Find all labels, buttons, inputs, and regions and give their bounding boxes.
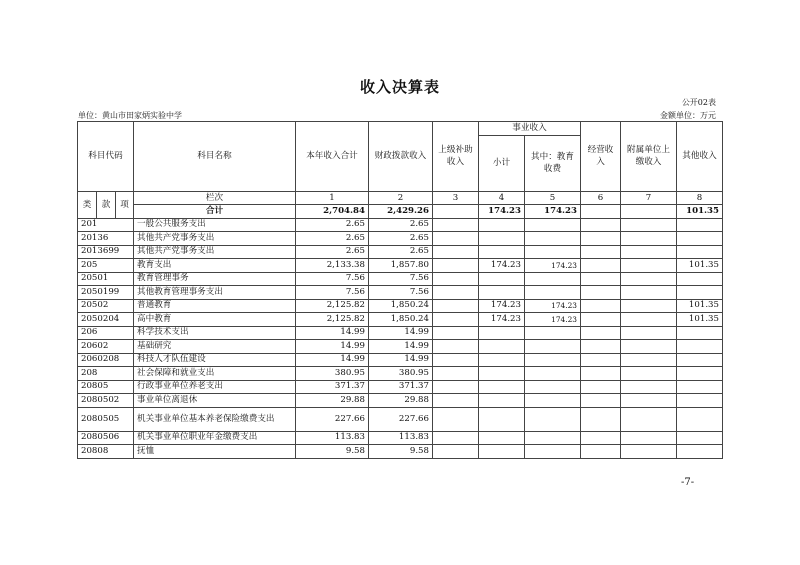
row-business: 174.23: [479, 259, 525, 273]
row-fiscal: 14.99: [369, 326, 433, 340]
row-edu-fee: [525, 367, 581, 381]
row-affiliated: [621, 431, 677, 445]
table-row: [78, 272, 723, 286]
row-name: 机关事业单位基本养老保险缴费支出: [134, 407, 296, 431]
row-operating: [581, 286, 621, 300]
row-affiliated: [621, 340, 677, 354]
row-superior: [433, 353, 479, 367]
table-row: [78, 245, 723, 259]
row-superior: [433, 326, 479, 340]
table-row: [78, 313, 723, 327]
row-code: 205: [78, 259, 134, 273]
row-affiliated: [621, 218, 677, 232]
row-name: 其他共产党事务支出: [134, 232, 296, 246]
total-other: 101.35: [677, 205, 723, 219]
header-name: 科目名称: [134, 122, 296, 192]
row-edu-fee: [525, 326, 581, 340]
row-fiscal: 9.58: [369, 445, 433, 459]
header-kuan: 款: [97, 191, 116, 218]
row-affiliated: [621, 394, 677, 408]
row-fiscal: 380.95: [369, 367, 433, 381]
total-total: 2,704.84: [296, 205, 369, 219]
row-total: 2.65: [296, 232, 369, 246]
row-superior: [433, 367, 479, 381]
table-row: [78, 394, 723, 408]
row-superior: [433, 218, 479, 232]
table-row: [78, 445, 723, 459]
row-operating: [581, 407, 621, 431]
row-other: 101.35: [677, 313, 723, 327]
col-number: 3: [433, 191, 479, 205]
unit-label: 单位：黄山市田家炳实验中学: [78, 111, 182, 120]
row-business: [479, 326, 525, 340]
row-total: 2,125.82: [296, 299, 369, 313]
row-edu-fee: [525, 232, 581, 246]
row-affiliated: [621, 353, 677, 367]
table-row: [78, 286, 723, 300]
row-name: 教育管理事务: [134, 272, 296, 286]
row-name: 社会保障和就业支出: [134, 367, 296, 381]
row-other: [677, 380, 723, 394]
col-number: 4: [479, 191, 525, 205]
row-fiscal: 2.65: [369, 232, 433, 246]
row-edu-fee: [525, 431, 581, 445]
row-code: 2050199: [78, 286, 134, 300]
table-row: [78, 367, 723, 381]
total-fiscal: 2,429.26: [369, 205, 433, 219]
col-number: 2: [369, 191, 433, 205]
row-total: 2,125.82: [296, 313, 369, 327]
row-operating: [581, 299, 621, 313]
row-name: 机关事业单位职业年金缴费支出: [134, 431, 296, 445]
row-fiscal: 1,857.80: [369, 259, 433, 273]
row-other: [677, 445, 723, 459]
row-total: 227.66: [296, 407, 369, 431]
row-affiliated: [621, 407, 677, 431]
row-fiscal: 371.37: [369, 380, 433, 394]
row-code: 206: [78, 326, 134, 340]
header-subtotal: 小计: [479, 135, 525, 191]
table-row: [78, 431, 723, 445]
row-operating: [581, 326, 621, 340]
row-code: 20501: [78, 272, 134, 286]
row-affiliated: [621, 299, 677, 313]
row-operating: [581, 394, 621, 408]
row-code: 2050204: [78, 313, 134, 327]
row-operating: [581, 259, 621, 273]
table-row: [78, 218, 723, 232]
row-superior: [433, 431, 479, 445]
row-affiliated: [621, 380, 677, 394]
row-fiscal: 7.56: [369, 272, 433, 286]
row-operating: [581, 431, 621, 445]
page-number: -7-: [681, 477, 695, 488]
header-edu-fee: 其中：教育收费: [525, 135, 581, 191]
header-lei: 类: [78, 191, 97, 218]
row-edu-fee: [525, 445, 581, 459]
row-affiliated: [621, 326, 677, 340]
row-name: 行政事业单位养老支出: [134, 380, 296, 394]
row-other: [677, 340, 723, 354]
row-operating: [581, 232, 621, 246]
row-total: 7.56: [296, 272, 369, 286]
row-name: 科技人才队伍建设: [134, 353, 296, 367]
row-code: 20602: [78, 340, 134, 354]
header-superior: 上级补助收入: [433, 122, 479, 192]
row-total: 9.58: [296, 445, 369, 459]
row-edu-fee: 174.23: [525, 259, 581, 273]
row-operating: [581, 445, 621, 459]
row-operating: [581, 367, 621, 381]
row-superior: [433, 259, 479, 273]
row-name: 科学技术支出: [134, 326, 296, 340]
row-code: 2080506: [78, 431, 134, 445]
table-row: [78, 259, 723, 273]
row-business: [479, 367, 525, 381]
row-business: [479, 245, 525, 259]
row-affiliated: [621, 286, 677, 300]
row-superior: [433, 286, 479, 300]
row-code: 20805: [78, 380, 134, 394]
header-operating: 经营收入: [581, 122, 621, 192]
row-affiliated: [621, 272, 677, 286]
header-xiang: 项: [116, 191, 134, 218]
row-other: [677, 367, 723, 381]
row-total: 113.83: [296, 431, 369, 445]
row-name: 基础研究: [134, 340, 296, 354]
row-name: 其他教育管理事务支出: [134, 286, 296, 300]
row-code: 2080502: [78, 394, 134, 408]
row-other: [677, 272, 723, 286]
row-affiliated: [621, 445, 677, 459]
row-business: 174.23: [479, 313, 525, 327]
table-row: [78, 299, 723, 313]
row-operating: [581, 340, 621, 354]
row-name: 事业单位离退休: [134, 394, 296, 408]
header-code: 科目代码: [78, 122, 134, 192]
table-row: [78, 340, 723, 354]
row-other: [677, 394, 723, 408]
row-business: [479, 340, 525, 354]
row-name: 高中教育: [134, 313, 296, 327]
row-fiscal: 1,850.24: [369, 299, 433, 313]
row-operating: [581, 218, 621, 232]
row-affiliated: [621, 367, 677, 381]
row-other: [677, 286, 723, 300]
row-other: [677, 407, 723, 431]
row-code: 208: [78, 367, 134, 381]
money-unit-label: 金额单位：万元: [660, 111, 716, 120]
row-fiscal: 2.65: [369, 218, 433, 232]
row-operating: [581, 272, 621, 286]
row-total: 14.99: [296, 340, 369, 354]
row-code: 2013699: [78, 245, 134, 259]
row-fiscal: 14.99: [369, 340, 433, 354]
header-affiliated: 附属单位上缴收入: [621, 122, 677, 192]
row-edu-fee: [525, 272, 581, 286]
row-business: [479, 272, 525, 286]
row-other: [677, 232, 723, 246]
row-superior: [433, 394, 479, 408]
row-code: 20808: [78, 445, 134, 459]
row-fiscal: 7.56: [369, 286, 433, 300]
row-code: 20136: [78, 232, 134, 246]
row-business: [479, 394, 525, 408]
row-total: 7.56: [296, 286, 369, 300]
row-other: 101.35: [677, 259, 723, 273]
row-business: [479, 380, 525, 394]
income-table: [77, 121, 723, 459]
row-name: 教育支出: [134, 259, 296, 273]
row-fiscal: 29.88: [369, 394, 433, 408]
row-edu-fee: 174.23: [525, 299, 581, 313]
row-operating: [581, 245, 621, 259]
header-col-label: 栏次: [134, 191, 296, 205]
row-total: 380.95: [296, 367, 369, 381]
row-affiliated: [621, 232, 677, 246]
row-affiliated: [621, 259, 677, 273]
row-edu-fee: [525, 407, 581, 431]
row-edu-fee: [525, 218, 581, 232]
row-operating: [581, 353, 621, 367]
row-superior: [433, 272, 479, 286]
row-superior: [433, 407, 479, 431]
row-superior: [433, 313, 479, 327]
table-row: [78, 326, 723, 340]
row-name: 其他共产党事务支出: [134, 245, 296, 259]
col-number: 1: [296, 191, 369, 205]
row-total: 371.37: [296, 380, 369, 394]
row-superior: [433, 232, 479, 246]
row-total: 2.65: [296, 218, 369, 232]
row-operating: [581, 313, 621, 327]
table-row: [78, 232, 723, 246]
row-total: 29.88: [296, 394, 369, 408]
total-business: 174.23: [479, 205, 525, 219]
row-fiscal: 113.83: [369, 431, 433, 445]
header-other: 其他收入: [677, 122, 723, 192]
document-title: 收入决算表: [359, 78, 440, 96]
col-number: 6: [581, 191, 621, 205]
row-total: 14.99: [296, 353, 369, 367]
row-code: 20502: [78, 299, 134, 313]
header-total: 本年收入合计: [296, 122, 369, 192]
form-code: 公开02表: [681, 98, 716, 107]
row-other: [677, 218, 723, 232]
row-name: 抚恤: [134, 445, 296, 459]
row-business: [479, 218, 525, 232]
row-affiliated: [621, 245, 677, 259]
row-business: 174.23: [479, 299, 525, 313]
total-label: 合计: [134, 205, 296, 219]
row-other: 101.35: [677, 299, 723, 313]
row-business: [479, 232, 525, 246]
row-edu-fee: [525, 394, 581, 408]
total-superior: [433, 205, 479, 219]
total-edu-fee: 174.23: [525, 205, 581, 219]
row-other: [677, 245, 723, 259]
table-row: [78, 380, 723, 394]
row-fiscal: 1,850.24: [369, 313, 433, 327]
row-superior: [433, 340, 479, 354]
row-business: [479, 407, 525, 431]
header-fiscal: 财政拨款收入: [369, 122, 433, 192]
row-name: 普通教育: [134, 299, 296, 313]
row-business: [479, 431, 525, 445]
row-total: 2.65: [296, 245, 369, 259]
row-edu-fee: [525, 245, 581, 259]
row-total: 2,133.38: [296, 259, 369, 273]
row-fiscal: 2.65: [369, 245, 433, 259]
row-superior: [433, 445, 479, 459]
total-operating: [581, 205, 621, 219]
row-code: 2080505: [78, 407, 134, 431]
col-number: 7: [621, 191, 677, 205]
total-row: [78, 205, 723, 219]
row-edu-fee: [525, 286, 581, 300]
row-code: 2060208: [78, 353, 134, 367]
row-fiscal: 14.99: [369, 353, 433, 367]
row-business: [479, 353, 525, 367]
row-superior: [433, 245, 479, 259]
row-other: [677, 326, 723, 340]
col-number: 5: [525, 191, 581, 205]
row-fiscal: 227.66: [369, 407, 433, 431]
row-operating: [581, 380, 621, 394]
table-row: [78, 407, 723, 431]
row-other: [677, 353, 723, 367]
row-business: [479, 445, 525, 459]
row-superior: [433, 380, 479, 394]
row-edu-fee: [525, 353, 581, 367]
row-other: [677, 431, 723, 445]
header-business-group: 事业收入: [479, 122, 581, 136]
table-row: [78, 353, 723, 367]
row-edu-fee: [525, 380, 581, 394]
row-edu-fee: [525, 340, 581, 354]
row-name: 一般公共服务支出: [134, 218, 296, 232]
col-number: 8: [677, 191, 723, 205]
row-total: 14.99: [296, 326, 369, 340]
total-affiliated: [621, 205, 677, 219]
row-edu-fee: 174.23: [525, 313, 581, 327]
row-affiliated: [621, 313, 677, 327]
row-code: 201: [78, 218, 134, 232]
row-business: [479, 286, 525, 300]
row-superior: [433, 299, 479, 313]
